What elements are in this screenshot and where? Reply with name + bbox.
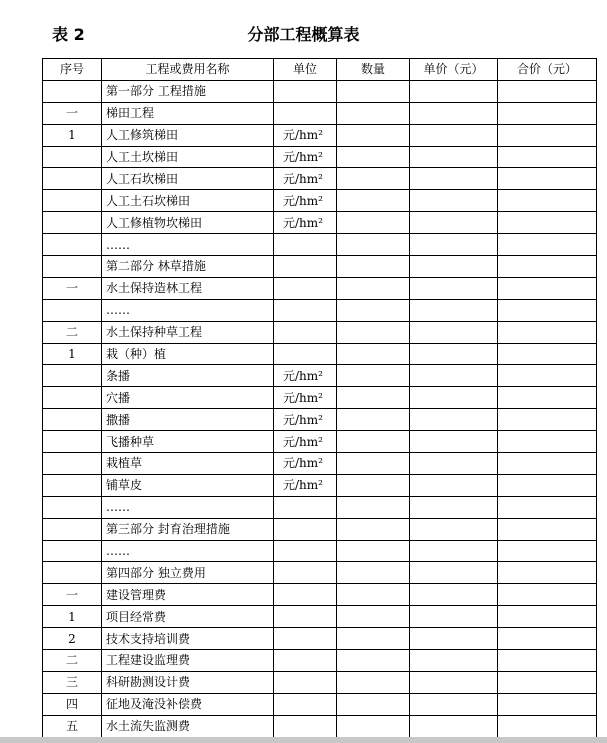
row-unit bbox=[274, 321, 337, 343]
row-unit: 元/hm² bbox=[274, 124, 337, 146]
row-unit-price bbox=[410, 671, 498, 693]
row-number bbox=[43, 387, 102, 409]
row-unit-price bbox=[410, 102, 498, 124]
row-unit bbox=[274, 256, 337, 278]
table-row bbox=[43, 650, 597, 672]
row-unit-price bbox=[410, 124, 498, 146]
row-number: 二 bbox=[43, 321, 102, 343]
row-unit: 元/hm² bbox=[274, 409, 337, 431]
row-unit bbox=[274, 562, 337, 584]
row-total-price bbox=[498, 234, 597, 256]
table-label: 表 2 bbox=[52, 25, 85, 44]
row-total-price bbox=[498, 693, 597, 715]
row-total-price bbox=[498, 409, 597, 431]
row-unit-price bbox=[410, 715, 498, 737]
row-quantity bbox=[337, 584, 410, 606]
row-quantity bbox=[337, 650, 410, 672]
row-unit: 元/hm² bbox=[274, 474, 337, 496]
row-unit-price bbox=[410, 299, 498, 321]
row-unit bbox=[274, 234, 337, 256]
row-item-name: 条播 bbox=[102, 365, 274, 387]
table-row bbox=[43, 321, 597, 343]
row-quantity bbox=[337, 606, 410, 628]
row-item-name: 人工土坎梯田 bbox=[102, 146, 274, 168]
row-unit-price bbox=[410, 453, 498, 475]
row-number bbox=[43, 299, 102, 321]
table-row bbox=[43, 562, 597, 584]
row-total-price bbox=[498, 321, 597, 343]
table-row bbox=[43, 628, 597, 650]
row-quantity bbox=[337, 212, 410, 234]
row-quantity bbox=[337, 124, 410, 146]
row-total-price bbox=[498, 671, 597, 693]
row-number bbox=[43, 190, 102, 212]
row-item-name: …… bbox=[102, 540, 274, 562]
row-quantity bbox=[337, 80, 410, 102]
document-title: 分部工程概算表 bbox=[247, 25, 360, 44]
row-total-price bbox=[498, 190, 597, 212]
row-unit-price bbox=[410, 190, 498, 212]
row-unit-price bbox=[410, 234, 498, 256]
header-quantity: 数量 bbox=[337, 59, 410, 81]
row-number bbox=[43, 496, 102, 518]
row-unit bbox=[274, 518, 337, 540]
row-total-price bbox=[498, 365, 597, 387]
row-item-name: 第四部分 独立费用 bbox=[102, 562, 274, 584]
row-item-name: 水土保持种草工程 bbox=[102, 321, 274, 343]
row-total-price bbox=[498, 277, 597, 299]
row-unit: 元/hm² bbox=[274, 387, 337, 409]
row-unit-price bbox=[410, 277, 498, 299]
table-row bbox=[43, 496, 597, 518]
row-unit bbox=[274, 540, 337, 562]
row-quantity bbox=[337, 234, 410, 256]
row-total-price bbox=[498, 496, 597, 518]
row-unit-price bbox=[410, 584, 498, 606]
header-unit-price: 单价（元） bbox=[410, 59, 498, 81]
row-quantity bbox=[337, 299, 410, 321]
row-total-price bbox=[498, 102, 597, 124]
row-item-name: 人工石坎梯田 bbox=[102, 168, 274, 190]
row-number bbox=[43, 146, 102, 168]
row-unit: 元/hm² bbox=[274, 190, 337, 212]
row-quantity bbox=[337, 168, 410, 190]
row-number: 二 bbox=[43, 650, 102, 672]
row-total-price bbox=[498, 431, 597, 453]
row-unit bbox=[274, 606, 337, 628]
row-unit: 元/hm² bbox=[274, 365, 337, 387]
row-unit bbox=[274, 715, 337, 737]
row-quantity bbox=[337, 540, 410, 562]
row-quantity bbox=[337, 409, 410, 431]
row-unit-price bbox=[410, 606, 498, 628]
table-row bbox=[43, 124, 597, 146]
row-number: 1 bbox=[43, 606, 102, 628]
row-quantity bbox=[337, 256, 410, 278]
row-number bbox=[43, 562, 102, 584]
row-unit-price bbox=[410, 474, 498, 496]
row-number bbox=[43, 212, 102, 234]
table-body bbox=[43, 80, 597, 737]
row-item-name: 技术支持培训费 bbox=[102, 628, 274, 650]
row-unit bbox=[274, 584, 337, 606]
row-number: 一 bbox=[43, 277, 102, 299]
row-quantity bbox=[337, 365, 410, 387]
row-unit-price bbox=[410, 168, 498, 190]
row-unit bbox=[274, 693, 337, 715]
row-total-price bbox=[498, 256, 597, 278]
header-row bbox=[43, 59, 597, 81]
table-row bbox=[43, 256, 597, 278]
row-item-name: 项目经常费 bbox=[102, 606, 274, 628]
row-quantity bbox=[337, 102, 410, 124]
row-total-price bbox=[498, 146, 597, 168]
row-unit bbox=[274, 102, 337, 124]
row-unit bbox=[274, 277, 337, 299]
row-unit-price bbox=[410, 628, 498, 650]
row-quantity bbox=[337, 321, 410, 343]
row-number: 五 bbox=[43, 715, 102, 737]
table-row bbox=[43, 715, 597, 737]
table-row bbox=[43, 365, 597, 387]
row-item-name: 第二部分 林草措施 bbox=[102, 256, 274, 278]
table-row bbox=[43, 409, 597, 431]
row-quantity bbox=[337, 277, 410, 299]
row-number bbox=[43, 409, 102, 431]
row-unit: 元/hm² bbox=[274, 431, 337, 453]
row-unit bbox=[274, 650, 337, 672]
table-row bbox=[43, 299, 597, 321]
row-unit-price bbox=[410, 80, 498, 102]
row-unit-price bbox=[410, 146, 498, 168]
row-unit-price bbox=[410, 650, 498, 672]
row-total-price bbox=[498, 606, 597, 628]
table-row bbox=[43, 234, 597, 256]
row-total-price bbox=[498, 474, 597, 496]
row-unit-price bbox=[410, 496, 498, 518]
row-item-name: 穴播 bbox=[102, 387, 274, 409]
row-total-price bbox=[498, 212, 597, 234]
row-number bbox=[43, 80, 102, 102]
row-unit-price bbox=[410, 343, 498, 365]
row-total-price bbox=[498, 387, 597, 409]
row-item-name: …… bbox=[102, 234, 274, 256]
row-total-price bbox=[498, 584, 597, 606]
row-number bbox=[43, 365, 102, 387]
row-item-name: 人工土石坎梯田 bbox=[102, 190, 274, 212]
table-row bbox=[43, 168, 597, 190]
page-bottom-edge bbox=[0, 737, 607, 743]
row-item-name: …… bbox=[102, 496, 274, 518]
row-number bbox=[43, 518, 102, 540]
row-item-name: 人工修筑梯田 bbox=[102, 124, 274, 146]
title-row bbox=[0, 0, 607, 58]
row-number bbox=[43, 474, 102, 496]
row-item-name: 水土流失监测费 bbox=[102, 715, 274, 737]
header-unit: 单位 bbox=[274, 59, 337, 81]
row-total-price bbox=[498, 518, 597, 540]
table-row bbox=[43, 671, 597, 693]
row-total-price bbox=[498, 540, 597, 562]
row-unit-price bbox=[410, 562, 498, 584]
row-unit-price bbox=[410, 540, 498, 562]
row-total-price bbox=[498, 562, 597, 584]
row-item-name: 征地及淹没补偿费 bbox=[102, 693, 274, 715]
row-quantity bbox=[337, 518, 410, 540]
row-unit-price bbox=[410, 409, 498, 431]
row-unit-price bbox=[410, 321, 498, 343]
row-item-name: 铺草皮 bbox=[102, 474, 274, 496]
table-row bbox=[43, 190, 597, 212]
row-unit: 元/hm² bbox=[274, 453, 337, 475]
row-unit bbox=[274, 496, 337, 518]
row-quantity bbox=[337, 431, 410, 453]
row-number bbox=[43, 540, 102, 562]
table-row bbox=[43, 431, 597, 453]
row-unit-price bbox=[410, 518, 498, 540]
row-unit-price bbox=[410, 212, 498, 234]
row-number: 2 bbox=[43, 628, 102, 650]
row-item-name: 第一部分 工程措施 bbox=[102, 80, 274, 102]
row-unit bbox=[274, 628, 337, 650]
table-row bbox=[43, 453, 597, 475]
row-quantity bbox=[337, 190, 410, 212]
row-item-name: 科研勘测设计费 bbox=[102, 671, 274, 693]
row-total-price bbox=[498, 628, 597, 650]
row-number bbox=[43, 234, 102, 256]
table-row bbox=[43, 606, 597, 628]
table-row bbox=[43, 102, 597, 124]
header-no: 序号 bbox=[43, 59, 102, 81]
row-unit: 元/hm² bbox=[274, 168, 337, 190]
table-row bbox=[43, 212, 597, 234]
row-unit bbox=[274, 80, 337, 102]
row-number bbox=[43, 168, 102, 190]
row-quantity bbox=[337, 474, 410, 496]
row-item-name: 工程建设监理费 bbox=[102, 650, 274, 672]
table-row bbox=[43, 584, 597, 606]
row-quantity bbox=[337, 562, 410, 584]
row-total-price bbox=[498, 80, 597, 102]
row-item-name: 水土保持造林工程 bbox=[102, 277, 274, 299]
table-row bbox=[43, 277, 597, 299]
row-number: 四 bbox=[43, 693, 102, 715]
row-unit-price bbox=[410, 365, 498, 387]
table-row bbox=[43, 693, 597, 715]
row-quantity bbox=[337, 343, 410, 365]
row-number: 1 bbox=[43, 343, 102, 365]
row-item-name: 梯田工程 bbox=[102, 102, 274, 124]
row-unit bbox=[274, 299, 337, 321]
row-number: 1 bbox=[43, 124, 102, 146]
row-quantity bbox=[337, 693, 410, 715]
table-row bbox=[43, 80, 597, 102]
row-total-price bbox=[498, 453, 597, 475]
row-item-name: 人工修植物坎梯田 bbox=[102, 212, 274, 234]
row-unit: 元/hm² bbox=[274, 212, 337, 234]
row-unit-price bbox=[410, 693, 498, 715]
row-unit bbox=[274, 671, 337, 693]
row-total-price bbox=[498, 299, 597, 321]
table-row bbox=[43, 387, 597, 409]
row-quantity bbox=[337, 453, 410, 475]
table-row bbox=[43, 343, 597, 365]
row-number: 一 bbox=[43, 102, 102, 124]
row-total-price bbox=[498, 650, 597, 672]
row-item-name: 建设管理费 bbox=[102, 584, 274, 606]
row-unit-price bbox=[410, 256, 498, 278]
header-name: 工程或费用名称 bbox=[102, 59, 274, 81]
row-unit: 元/hm² bbox=[274, 146, 337, 168]
row-unit bbox=[274, 343, 337, 365]
row-number bbox=[43, 256, 102, 278]
row-item-name: 栽（种）植 bbox=[102, 343, 274, 365]
row-total-price bbox=[498, 168, 597, 190]
row-number bbox=[43, 453, 102, 475]
table-row bbox=[43, 540, 597, 562]
row-item-name: 撒播 bbox=[102, 409, 274, 431]
table-row bbox=[43, 474, 597, 496]
row-item-name: …… bbox=[102, 299, 274, 321]
row-unit-price bbox=[410, 431, 498, 453]
row-number bbox=[43, 431, 102, 453]
row-unit-price bbox=[410, 387, 498, 409]
table-row bbox=[43, 146, 597, 168]
row-quantity bbox=[337, 387, 410, 409]
row-quantity bbox=[337, 715, 410, 737]
row-total-price bbox=[498, 343, 597, 365]
header-total-price: 合价（元） bbox=[498, 59, 597, 81]
row-quantity bbox=[337, 146, 410, 168]
row-quantity bbox=[337, 671, 410, 693]
row-number: 三 bbox=[43, 671, 102, 693]
estimate-table bbox=[42, 58, 597, 738]
row-item-name: 飞播种草 bbox=[102, 431, 274, 453]
row-quantity bbox=[337, 628, 410, 650]
table-row bbox=[43, 518, 597, 540]
row-item-name: 第三部分 封育治理措施 bbox=[102, 518, 274, 540]
row-quantity bbox=[337, 496, 410, 518]
row-item-name: 栽植草 bbox=[102, 453, 274, 475]
row-total-price bbox=[498, 124, 597, 146]
row-total-price bbox=[498, 715, 597, 737]
row-number: 一 bbox=[43, 584, 102, 606]
